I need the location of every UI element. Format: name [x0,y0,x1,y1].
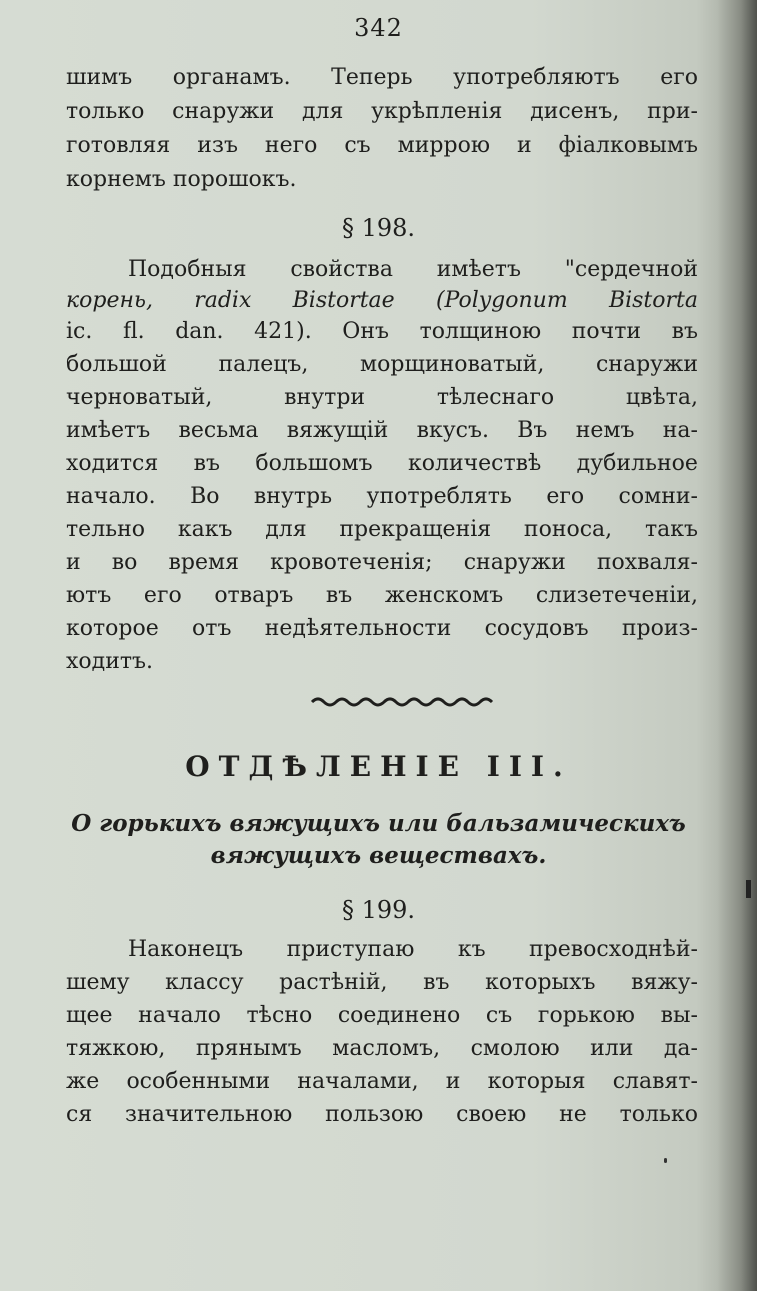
text-line [66,1068,698,1096]
word: укрѣпленія [371,99,503,124]
word: во [111,550,138,575]
word: недѣятельности [264,616,452,641]
word: вкусъ. [416,418,489,443]
word: при- [647,99,698,124]
word: употреблять [366,484,512,509]
word: dan. [175,319,224,344]
word: снаружи [172,99,275,124]
word: началами, [297,1069,419,1094]
word: какъ [177,517,233,542]
word: только [66,99,145,124]
text-line [66,582,698,610]
word: въ [423,970,450,995]
word: слизетеченіи, [535,583,698,608]
word: него [264,133,318,158]
word: и [66,550,81,575]
word: тѣсно [246,1003,313,1028]
word: масломъ, [332,1036,441,1061]
word: съ [344,133,371,158]
word: для [301,99,344,124]
word: да- [663,1036,698,1061]
word: количествѣ [407,451,542,476]
word: Подобныя [128,257,247,282]
word: сосудовъ [484,616,589,641]
word: Наконецъ [128,937,244,962]
word: въ [325,583,353,608]
text-line [66,1101,698,1129]
word: палецъ, [218,352,309,377]
word: ходится [66,451,159,476]
chapter-subtitle-line: О горькихъ вяжущихъ или бальзамическихъ [71,810,686,837]
word: большомъ [255,451,373,476]
word: значительною [125,1102,293,1127]
text-line [66,615,698,643]
word: соединено [337,1003,461,1028]
word: ic. [66,319,93,344]
word: дубильное [576,451,698,476]
word: ся [66,1102,93,1127]
word: горькою [537,1003,635,1028]
word: вяжущій [286,418,389,443]
word: начало [138,1003,221,1028]
word: только [619,1102,698,1127]
word: для [265,517,307,542]
word: его [143,583,182,608]
word: немъ [575,418,635,443]
word: Во [190,484,220,509]
word: органамъ. [172,65,291,90]
word: отъ [192,616,232,641]
word: начало. [66,484,156,509]
word: radix [194,288,252,313]
word: которыхъ [485,970,596,995]
word: Bistorta [608,288,698,313]
text-line [66,132,698,160]
word: (Polygonum [435,288,568,313]
word: женскомъ [384,583,504,608]
word: кровотеченія; [270,550,433,575]
word: и [445,1069,461,1094]
word: въ [193,451,220,476]
text-line [66,318,698,346]
text-line [128,256,698,284]
word: прянымъ [195,1036,302,1061]
word: миррою [397,133,490,158]
word: имѣетъ [436,257,521,282]
word: почти [571,319,642,344]
word: морщиноватый, [360,352,545,377]
word: щее [66,1003,113,1028]
word: 421). [254,319,312,344]
word: Онъ [342,319,389,344]
word: цвѣта, [625,385,698,410]
word: къ [457,937,486,962]
word: его [546,484,585,509]
word: или [590,1036,634,1061]
word: фіалковымъ [558,133,698,158]
word: тельно [66,517,146,542]
word: такъ [644,517,698,542]
word: изъ [197,133,238,158]
word: сомни- [618,484,698,509]
word: и [516,133,532,158]
word: поноса, [523,517,613,542]
text-line: ходитъ. [66,649,154,674]
text-line [66,483,698,511]
word: внутрь [253,484,333,509]
word: "сердечной [564,257,698,282]
text-line [66,384,698,412]
text-line [66,417,698,445]
text-line [66,1002,698,1030]
text-line [66,450,698,478]
ink-speck [664,1158,667,1163]
chapter-subtitle-line: вяжущихъ веществахъ. [210,842,547,869]
text-line [66,64,698,92]
text-line [66,98,698,126]
word: готовляя [66,133,171,158]
word: отваръ [214,583,294,608]
word: тѣлеснаго [436,385,555,410]
word: снаружи [595,352,698,377]
word: Теперь [331,65,413,90]
section-heading-199: § 199. [341,896,416,924]
text-line [128,936,698,964]
word: же [66,1069,100,1094]
word: Bistortae [292,288,395,313]
word: растѣній, [279,970,388,995]
word: вяжу- [631,970,698,995]
word: время [168,550,240,575]
word: похваля- [596,550,698,575]
word: вы- [660,1003,698,1028]
word: корень, [66,288,153,313]
text-line [66,549,698,577]
word: которыя [487,1069,586,1094]
word: славят- [612,1069,698,1094]
text-line [66,287,698,315]
word: внутри [284,385,366,410]
text-line [66,516,698,544]
text-line: корнемъ порошокъ. [66,167,297,192]
word: превосходнѣй- [529,937,698,962]
word: въ [671,319,698,344]
word: классу [165,970,244,995]
word: тяжкою, [66,1036,166,1061]
word: шему [66,970,130,995]
word: свойства [290,257,393,282]
word: весьма [178,418,259,443]
edge-mark [746,880,751,898]
text-line [66,969,698,997]
section-heading-198: § 198. [341,214,416,242]
word: толщиною [419,319,542,344]
word: своею [456,1102,527,1127]
page-number: 342 [354,14,403,42]
chapter-title: ОТДѢЛЕНІЕ III. [185,750,572,783]
text-line [66,1035,698,1063]
word: съ [485,1003,513,1028]
word: ютъ [66,583,112,608]
word: черноватый, [66,385,213,410]
word: fl. [122,319,145,344]
word: которое [66,616,159,641]
word: пользою [325,1102,424,1127]
word: прекращенія [339,517,492,542]
word: снаружи [463,550,566,575]
word: его [660,65,698,90]
word: на- [662,418,698,443]
word: употребляютъ [453,65,620,90]
word: произ- [621,616,698,641]
word: имѣетъ [66,418,151,443]
page-gutter-shadow [717,0,757,1291]
word: Въ [517,418,548,443]
word: смолою [470,1036,560,1061]
word: особенными [126,1069,271,1094]
text-line [66,351,698,379]
word: не [559,1102,587,1127]
word: дисенъ, [530,99,620,124]
word: приступаю [286,937,415,962]
word: большой [66,352,167,377]
ornament-divider [310,694,500,710]
word: шимъ [66,65,133,90]
